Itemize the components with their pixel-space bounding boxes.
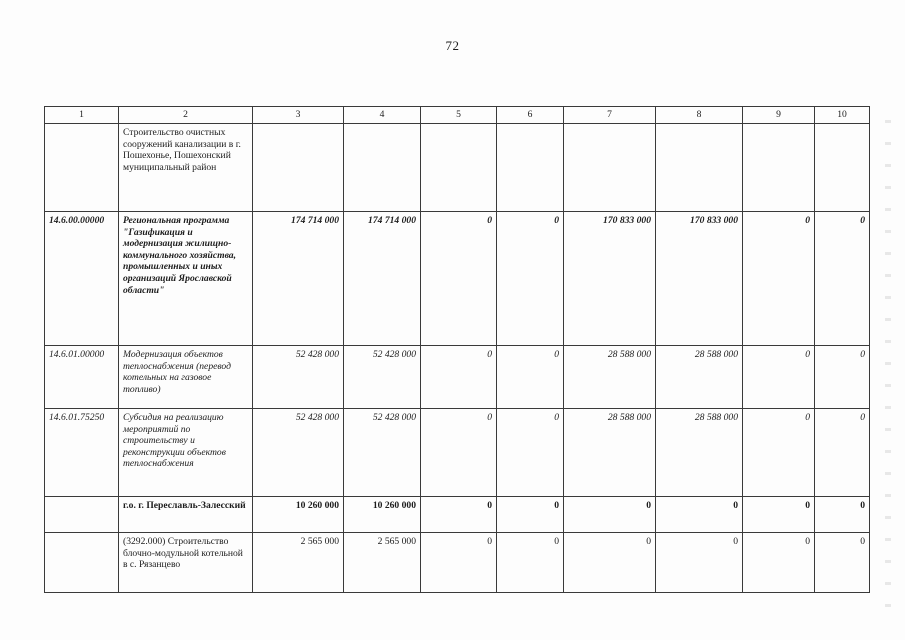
- row-value: 0: [815, 212, 870, 346]
- row-value: 170 833 000: [564, 212, 656, 346]
- row-value: 0: [564, 533, 656, 593]
- row-value: 0: [497, 533, 564, 593]
- table-row: [45, 533, 870, 593]
- row-value: 10 260 000: [344, 497, 421, 533]
- row-code: 14.6.00.00000: [45, 212, 119, 346]
- row-value: 0: [497, 346, 564, 409]
- row-value: 52 428 000: [344, 346, 421, 409]
- scan-noise-decoration: [885, 120, 891, 620]
- row-value: 2 565 000: [344, 533, 421, 593]
- row-value: 0: [497, 497, 564, 533]
- row-value: 174 714 000: [253, 212, 344, 346]
- row-value: 0: [421, 497, 497, 533]
- table-row: [45, 124, 870, 212]
- row-value: 0: [421, 533, 497, 593]
- column-header: 10: [815, 107, 870, 124]
- row-value: 0: [656, 533, 743, 593]
- row-value: [743, 124, 815, 212]
- row-value: 0: [743, 409, 815, 497]
- column-header: 6: [497, 107, 564, 124]
- row-code: 14.6.01.00000: [45, 346, 119, 409]
- row-value: 0: [421, 409, 497, 497]
- row-value: 0: [421, 346, 497, 409]
- row-value: 0: [564, 497, 656, 533]
- row-value: [564, 124, 656, 212]
- row-value: 0: [815, 533, 870, 593]
- column-header: 2: [119, 107, 253, 124]
- row-value: 0: [743, 533, 815, 593]
- column-header: 4: [344, 107, 421, 124]
- table-row: [45, 212, 870, 346]
- table-header-row: [45, 107, 870, 124]
- row-value: 0: [815, 346, 870, 409]
- row-value: 0: [497, 409, 564, 497]
- row-value: [421, 124, 497, 212]
- row-code: [45, 497, 119, 533]
- table-row: [45, 409, 870, 497]
- row-value: 28 588 000: [656, 346, 743, 409]
- row-value: 0: [743, 346, 815, 409]
- column-header: 8: [656, 107, 743, 124]
- row-value: [497, 124, 564, 212]
- row-code: [45, 124, 119, 212]
- row-code: 14.6.01.75250: [45, 409, 119, 497]
- row-name: Субсидия на реализацию мероприятий по строительству и реконструкции объектов теплоснабжения: [119, 409, 253, 497]
- budget-table: [44, 106, 870, 593]
- row-value: 0: [815, 497, 870, 533]
- row-value: [815, 124, 870, 212]
- row-value: 10 260 000: [253, 497, 344, 533]
- row-value: [253, 124, 344, 212]
- row-value: 174 714 000: [344, 212, 421, 346]
- row-name: (3292.000) Строительство блочно-модульной котельной в с. Рязанцево: [119, 533, 253, 593]
- row-value: 52 428 000: [253, 409, 344, 497]
- table-row: [45, 497, 870, 533]
- row-value: 28 588 000: [564, 409, 656, 497]
- row-value: 0: [497, 212, 564, 346]
- row-value: 0: [743, 497, 815, 533]
- page-number: 72: [445, 38, 460, 53]
- column-header: 1: [45, 107, 119, 124]
- row-value: 0: [743, 212, 815, 346]
- row-value: 0: [656, 497, 743, 533]
- row-value: [656, 124, 743, 212]
- row-name: Модернизация объектов теплоснабжения (перевод котельных на газовое топливо): [119, 346, 253, 409]
- row-value: 2 565 000: [253, 533, 344, 593]
- column-header: 5: [421, 107, 497, 124]
- row-value: 0: [421, 212, 497, 346]
- row-name: Строительство очистных сооружений канализации в г. Пошехонье, Пошехонский муниципальный район: [119, 124, 253, 212]
- row-name: г.о. г. Переславль-Залесский: [119, 497, 253, 533]
- row-value: 0: [815, 409, 870, 497]
- row-value: 170 833 000: [656, 212, 743, 346]
- row-value: 52 428 000: [253, 346, 344, 409]
- column-header: 3: [253, 107, 344, 124]
- column-header: 7: [564, 107, 656, 124]
- row-value: [344, 124, 421, 212]
- row-value: 28 588 000: [656, 409, 743, 497]
- row-code: [45, 533, 119, 593]
- row-name: Региональная программа "Газификация и модернизация жилищно-коммунального хозяйства, промышленных и иных организаций Ярославской области": [119, 212, 253, 346]
- row-value: 28 588 000: [564, 346, 656, 409]
- table-row: [45, 346, 870, 409]
- column-header: 9: [743, 107, 815, 124]
- row-value: 52 428 000: [344, 409, 421, 497]
